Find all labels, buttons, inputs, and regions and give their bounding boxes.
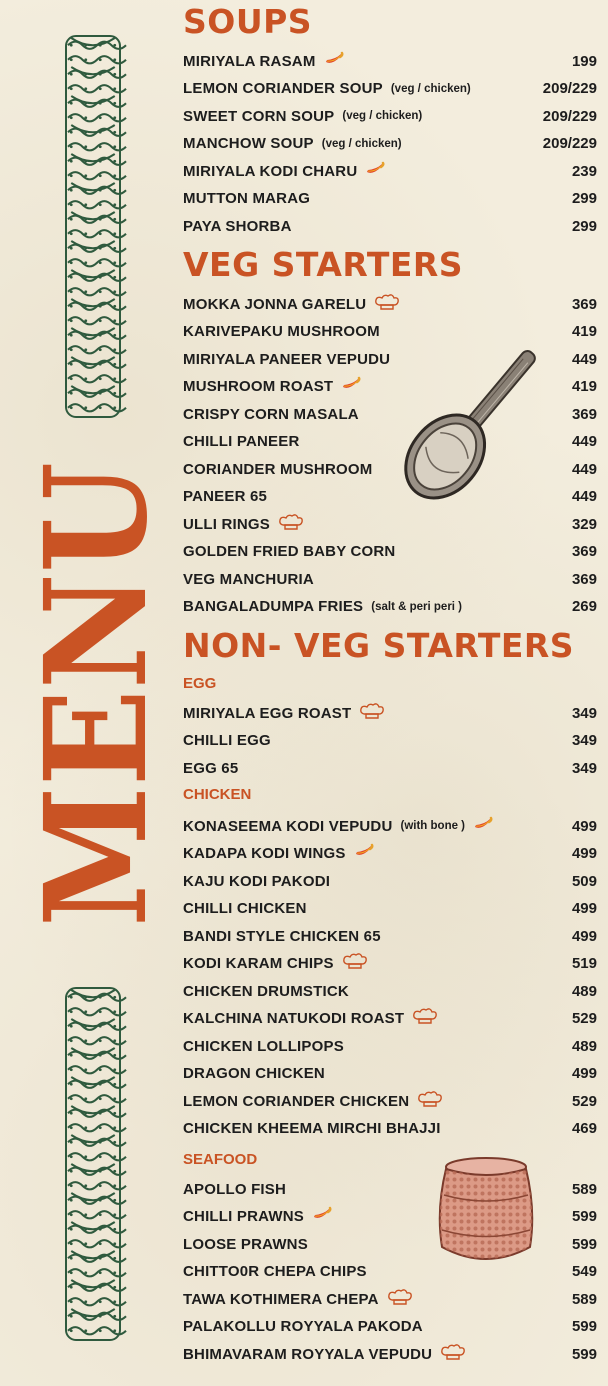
menu-item-left — [183, 1008, 438, 1029]
menu-item-name: KARIVEPAKU MUSHROOM — [183, 323, 380, 340]
menu-item-name: BANGALADUMPA FRIES — [183, 598, 364, 615]
menu-item-price: 509 — [571, 872, 597, 890]
menu-item-price: 499 — [571, 900, 597, 917]
menu-item-left — [183, 873, 330, 890]
chef-hat-icon — [412, 1008, 438, 1029]
menu-item-note: (with bone ) — [400, 820, 466, 832]
menu-item-row — [183, 1316, 597, 1338]
menu-item-left — [183, 1289, 413, 1310]
menu-item-note: (salt & peri peri ) — [371, 600, 463, 613]
menu-item-left — [183, 1038, 344, 1055]
menu-item-price: 209/229 — [542, 107, 597, 125]
menu-item-left — [183, 1236, 308, 1253]
menu-item-row — [183, 1035, 597, 1057]
subsection-seafood: SEAFOOD — [183, 1151, 258, 1168]
menu-item-note: (veg / chicken) — [321, 137, 402, 150]
menu-item-left — [183, 598, 462, 615]
menu-item-name: LEMON CORIANDER SOUP — [183, 80, 383, 97]
menu-item-left — [183, 571, 314, 588]
menu-item-name: MIRIYALA KODI CHARU — [183, 162, 358, 180]
menu-item-name: CORIANDER MUSHROOM — [183, 460, 373, 478]
menu-item-name: KADAPA KODI WINGS — [183, 845, 346, 862]
menu-item-name: CHILLI EGG — [183, 732, 271, 749]
menu-item-name: LOOSE PRAWNS — [183, 1235, 308, 1253]
menu-item-row — [183, 1008, 597, 1030]
copper-pot-illustration — [430, 1155, 542, 1276]
menu-item-name: CHICKEN KHEEMA MIRCHI BHAJJI — [183, 1120, 441, 1137]
menu-item-row — [183, 568, 597, 590]
menu-item-name: CHICKEN DRUMSTICK — [183, 982, 349, 1000]
menu-item-row — [183, 431, 597, 453]
chili-icon — [354, 844, 374, 863]
chili-icon — [312, 1207, 332, 1226]
menu-item-name: MIRIYALA PANEER VEPUDU — [183, 350, 391, 368]
menu-item-name: EGG 65 — [183, 759, 239, 777]
menu-item-row — [183, 953, 597, 975]
menu-item-row — [183, 702, 597, 724]
menu-item-row — [183, 1118, 597, 1140]
menu-item-row — [183, 541, 597, 563]
menu-item-left — [183, 135, 402, 152]
menu-item-price: 269 — [571, 598, 597, 615]
menu-item-name: LEMON CORIANDER CHICKEN — [183, 1092, 410, 1110]
menu-item-row — [183, 757, 597, 779]
menu-item-left — [183, 1120, 441, 1137]
menu-item-name: TAWA KOTHIMERA CHEPA — [183, 1290, 379, 1308]
menu-item-price: 489 — [571, 982, 597, 1000]
subsection-chicken: CHICKEN — [183, 786, 252, 803]
menu-item-price: 549 — [571, 1263, 597, 1280]
section-title-non-veg-starters: NON- VEG STARTERS — [183, 626, 575, 665]
menu-item-price: 599 — [571, 1235, 597, 1253]
menu-item-price: 489 — [571, 1037, 597, 1055]
menu-item-left — [183, 703, 385, 724]
chili-icon — [341, 377, 361, 396]
menu-item-row — [183, 78, 597, 100]
kolam-border-bottom — [64, 982, 122, 1346]
menu-item-price: 449 — [571, 350, 597, 368]
kolam-border-top — [64, 30, 122, 423]
menu-item-price: 599 — [571, 1208, 597, 1225]
menu-item-price: 299 — [571, 217, 597, 235]
menu-item-row — [183, 160, 597, 182]
menu-item-row — [183, 188, 597, 210]
menu-item-price: 589 — [571, 1290, 597, 1308]
menu-item-left — [183, 52, 344, 71]
menu-item-name: PAYA SHORBA — [183, 217, 292, 235]
chef-hat-icon — [440, 1344, 466, 1365]
menu-item-name: KALCHINA NATUKODI ROAST — [183, 1010, 405, 1027]
menu-item-left — [183, 760, 238, 777]
chili-icon — [473, 817, 493, 836]
menu-item-price: 449 — [571, 460, 597, 478]
menu-item-note: (veg / chicken) — [390, 82, 471, 95]
menu-item-left — [183, 1207, 332, 1226]
menu-item-price: 209/229 — [542, 80, 597, 97]
menu-item-price: 499 — [571, 1065, 597, 1082]
subsection-egg: EGG — [183, 675, 217, 692]
menu-item-name: CHILLI PANEER — [183, 433, 300, 450]
menu-item-left — [183, 461, 372, 478]
menu-item-name: GOLDEN FRIED BABY CORN — [183, 543, 396, 560]
menu-item-row — [183, 843, 597, 865]
menu-item-price: 589 — [571, 1180, 597, 1198]
menu-item-name: BANDI STYLE CHICKEN 65 — [183, 927, 381, 945]
menu-item-left — [183, 1091, 443, 1112]
menu-vertical-title — [15, 415, 179, 927]
menu-item-price: 209/229 — [542, 135, 597, 152]
menu-item-left — [183, 323, 380, 340]
menu-item-price: 529 — [571, 1092, 597, 1110]
menu-item-price: 369 — [571, 295, 597, 313]
menu-item-name: SWEET CORN SOUP — [183, 107, 335, 125]
menu-item-left — [183, 1181, 286, 1198]
menu-item-price: 499 — [571, 845, 597, 862]
menu-item-price: 199 — [571, 52, 597, 70]
menu-item-note: (veg / chicken) — [342, 110, 423, 122]
menu-item-left — [183, 162, 385, 181]
menu-item-row — [183, 50, 597, 72]
chili-icon — [324, 52, 344, 71]
menu-item-price: 329 — [571, 515, 597, 533]
menu-item-name: MANCHOW SOUP — [183, 135, 314, 152]
menu-item-price: 349 — [571, 759, 597, 777]
menu-item-left — [183, 190, 310, 207]
menu-item-row — [183, 1343, 597, 1365]
menu-item-row — [183, 403, 597, 425]
menu-item-price: 529 — [571, 1010, 597, 1027]
menu-item-price: 449 — [571, 433, 597, 450]
menu-item-row — [183, 293, 597, 315]
menu-item-name: MIRIYALA EGG ROAST — [183, 704, 352, 722]
menu-item-row — [183, 458, 597, 480]
menu-item-name: KODI KARAM CHIPS — [183, 955, 334, 972]
menu-item-price: 599 — [571, 1318, 597, 1335]
menu-item-left — [183, 1065, 325, 1082]
menu-item-row — [183, 1090, 597, 1112]
menu-item-price: 499 — [571, 817, 597, 835]
menu-item-left — [183, 983, 349, 1000]
section-title-soups: SOUPS — [183, 2, 313, 41]
menu-item-row — [183, 596, 597, 618]
menu-item-row — [183, 513, 597, 535]
menu-item-left — [183, 351, 390, 368]
menu-item-price: 349 — [571, 732, 597, 749]
menu-item-price: 419 — [571, 378, 597, 395]
menu-item-row — [183, 105, 597, 127]
menu-item-left — [183, 514, 304, 535]
menu-item-left — [183, 80, 471, 97]
menu-item-price: 599 — [571, 1345, 597, 1363]
menu-item-left — [183, 953, 368, 974]
menu-item-left — [183, 433, 300, 450]
menu-item-left — [183, 900, 307, 917]
menu-item-row — [183, 376, 597, 398]
menu-item-name: MOKKA JONNA GARELU — [183, 295, 367, 313]
menu-item-left — [183, 1318, 423, 1335]
menu-item-left — [183, 928, 381, 945]
menu-item-price: 349 — [571, 704, 597, 722]
menu-item-left — [183, 543, 395, 560]
menu-item-name: DRAGON CHICKEN — [183, 1065, 325, 1082]
menu-item-name: MUSHROOM ROAST — [183, 378, 334, 395]
menu-item-row — [183, 898, 597, 920]
menu-item-name: ULLI RINGS — [183, 515, 270, 533]
spoon-illustration — [402, 338, 532, 513]
menu-item-price: 239 — [571, 162, 597, 180]
menu-item-name: CHICKEN LOLLIPOPS — [183, 1037, 344, 1055]
menu-item-price: 369 — [571, 543, 597, 560]
menu-item-price: 419 — [571, 323, 597, 340]
menu-item-row — [183, 1288, 597, 1310]
menu-item-left — [183, 817, 493, 836]
menu-item-left — [183, 294, 400, 315]
menu-item-left — [183, 1344, 466, 1365]
menu-item-price: 449 — [571, 488, 597, 505]
menu-item-name: CHILLI CHICKEN — [183, 900, 307, 917]
menu-item-row — [183, 133, 597, 155]
menu-item-row — [183, 486, 597, 508]
menu-item-left — [183, 732, 271, 749]
chef-hat-icon — [278, 514, 304, 535]
menu-item-row — [183, 980, 597, 1002]
menu-item-row — [183, 815, 597, 837]
menu-item-name: KAJU KODI PAKODI — [183, 872, 331, 890]
menu-item-name: PANEER 65 — [183, 488, 268, 505]
menu-item-name: MUTTON MARAG — [183, 190, 311, 207]
menu-item-name: PALAKOLLU ROYYALA PAKODA — [183, 1318, 423, 1335]
menu-item-left — [183, 108, 422, 125]
menu-item-price: 369 — [571, 405, 597, 423]
menu-item-name: CHITTO0R CHEPA CHIPS — [183, 1263, 367, 1280]
chili-icon — [365, 162, 385, 181]
menu-item-left — [183, 488, 267, 505]
menu-item-price: 299 — [571, 190, 597, 207]
menu-item-price: 369 — [571, 570, 597, 588]
menu-item-row — [183, 321, 597, 343]
menu-item-row — [183, 730, 597, 752]
menu-item-name: CHILLI PRAWNS — [183, 1208, 304, 1225]
chef-hat-icon — [342, 953, 368, 974]
menu-item-name: CRISPY CORN MASALA — [183, 405, 359, 423]
menu-item-name: MIRIYALA RASAM — [183, 52, 316, 70]
menu-item-row — [183, 1063, 597, 1085]
menu-item-left — [183, 406, 359, 423]
menu-item-row — [183, 870, 597, 892]
chef-hat-icon — [374, 294, 400, 315]
menu-item-name: APOLLO FISH — [183, 1180, 287, 1198]
menu-item-name: VEG MANCHURIA — [183, 570, 314, 588]
menu-title-text: MENU — [15, 415, 179, 927]
menu-item-left — [183, 377, 361, 396]
section-title-veg-starters: VEG STARTERS — [183, 245, 464, 284]
menu-item-name: BHIMAVARAM ROYYALA VEPUDU — [183, 1345, 433, 1363]
menu-item-row — [183, 925, 597, 947]
menu-item-price: 519 — [571, 955, 597, 972]
chef-hat-icon — [417, 1091, 443, 1112]
menu-item-row — [183, 215, 597, 237]
menu-item-price: 499 — [571, 927, 597, 945]
chef-hat-icon — [359, 703, 385, 724]
menu-item-price: 469 — [571, 1120, 597, 1137]
menu-item-left — [183, 218, 292, 235]
menu-item-left — [183, 844, 374, 863]
chef-hat-icon — [387, 1289, 413, 1310]
menu-item-name: KONASEEMA KODI VEPUDU — [183, 817, 393, 835]
menu-item-left — [183, 1263, 367, 1280]
